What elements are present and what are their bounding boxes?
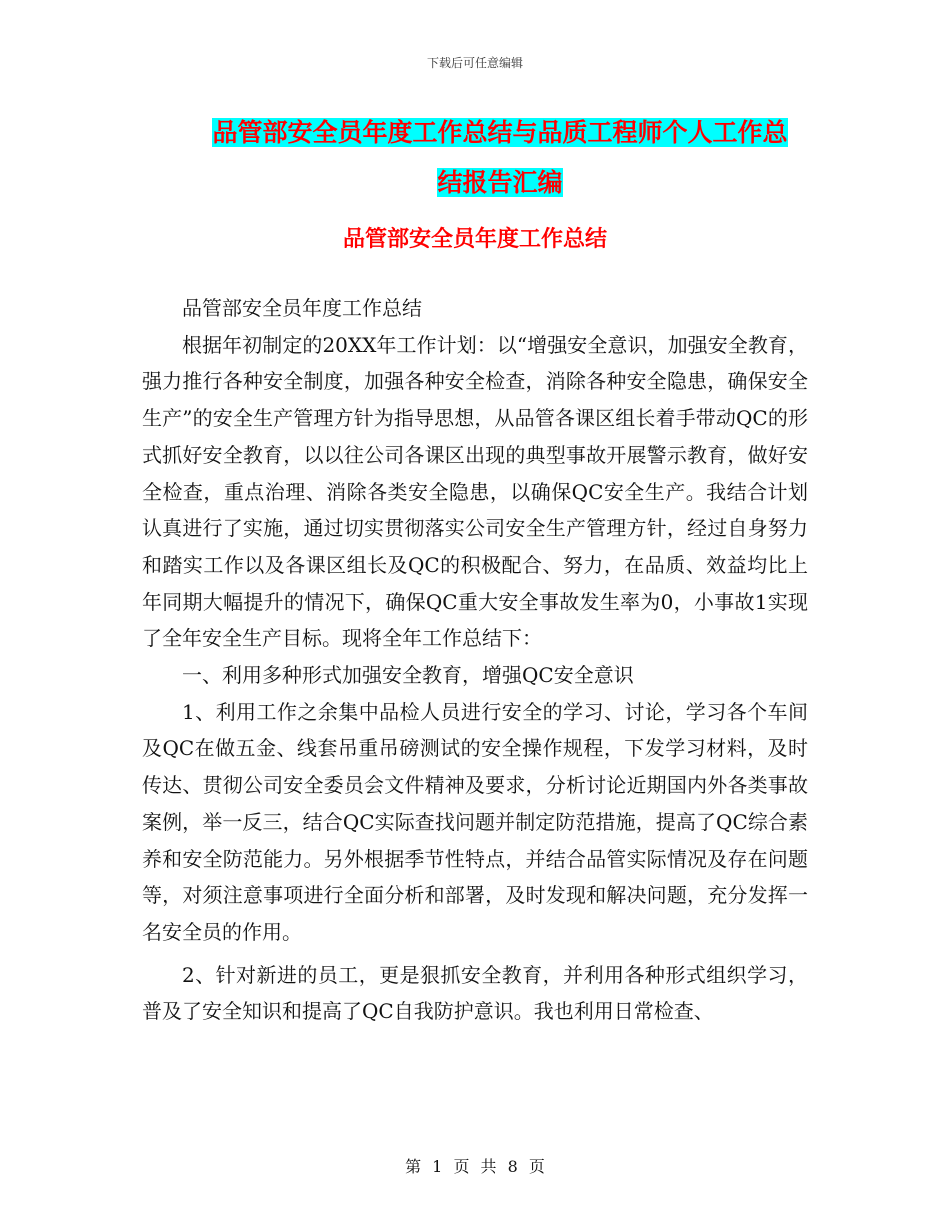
paragraph-subtitle: 品管部安全员年度工作总结 bbox=[182, 296, 422, 320]
body-text bbox=[142, 290, 808, 1030]
paragraph-heading-1: 一、利用多种形式加强安全教育，增强QC安全意识 bbox=[182, 663, 634, 688]
paragraph-item-2: 2、针对新进的员工，更是狠抓安全教育，并利用各种形式组织学习，普及了安全知识和提高了QC自我防护意识。我也利用日常检查、 bbox=[142, 962, 808, 1024]
section-title: 品管部安全员年度工作总结 bbox=[342, 226, 607, 252]
paragraph-item-1: 1、利用工作之余集中品检人员进行安全的学习、讨论，学习各个车间及QC在做五金、线套吊重吊磅测试的安全操作规程，下发学习材料，及时传达、贯彻公司安全委员会文件精神及要求，分析讨论近期国内外各类事故案例，举一反三，结合QC实际查找问题并制定防范措施，提高了QC综合素养和安全防范能力。另外根据季节性特点，并结合品管实际情况及存在问题等，对须注意事项进行全面分析和部署，及时发现和解决问题，充分发挥一名安全员的作用。 bbox=[142, 699, 808, 944]
page-footer: 第 1 页 共 8 页 bbox=[405, 1157, 545, 1176]
paragraph-intro: 根据年初制定的20XX年工作计划：以“增强安全意识，加强安全教育，强力推行各种安全制度，加强各种安全检查，消除各种安全隐患，确保安全生产”的安全生产管理方针为指导思想，从品管各课区组长着手带动QC的形式抓好安全教育，以以往公司各课区出现的典型事故开展警示教育，做好安全检查，重点治理、消除各类安全隐患，以确保QC安全生产。我结合计划认真进行了实施，通过切实贯彻落实公司安全生产管理方针，经过自身努力和踏实工作以及各课区组长及QC的积极配合、努力，在品质、效益均比上年同期大幅提升的情况下，确保QC重大安全事故发生率为0，小事故1实现了全年安全生产目标。现将全年工作总结下： bbox=[142, 332, 808, 651]
document-title-line-1: 品管部安全员年度工作总结与品质工程师个人工作总 bbox=[212, 118, 788, 147]
document-title-line-2: 结报告汇编 bbox=[437, 168, 563, 197]
document-title bbox=[140, 108, 860, 208]
header-note: 下载后可任意编辑 bbox=[426, 56, 523, 70]
